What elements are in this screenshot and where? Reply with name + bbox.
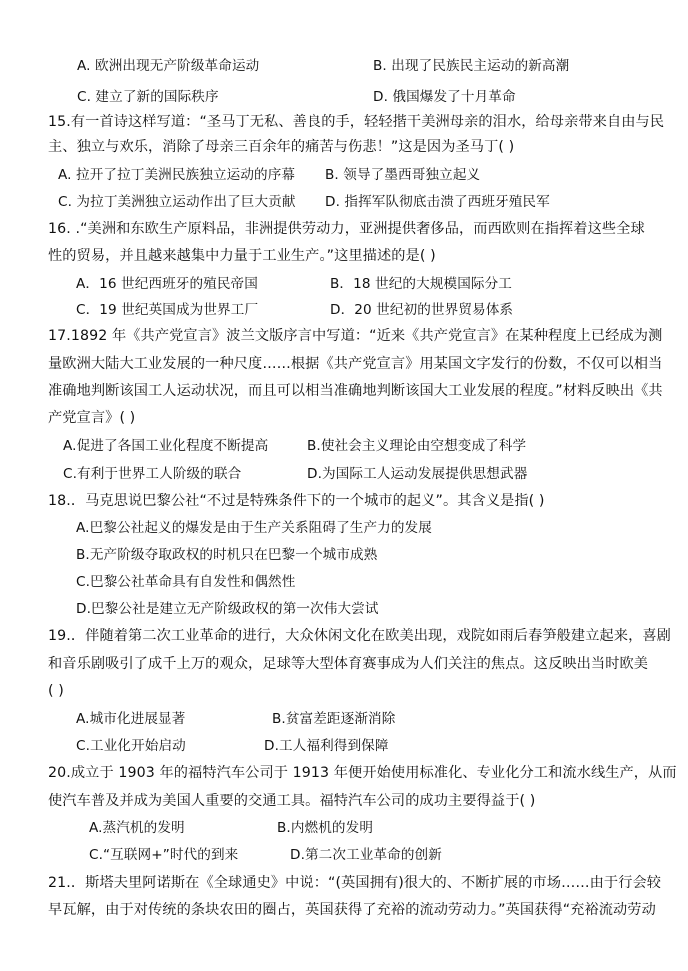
option-d: D.工人福利得到保障	[264, 738, 389, 754]
question-stem-line: 17.1892 年《共产党宣言》波兰文版序言中写道：“近来《共产党宣言》在某种程度上已经成为测	[48, 328, 663, 344]
option-a: A.城市化进展显著	[76, 711, 186, 727]
option-d: D.巴黎公社是建立无产阶级政权的第一次伟大尝试	[76, 601, 379, 617]
option-a: A.蒸汽机的发明	[89, 820, 185, 836]
question-stem-line: 早瓦解，由于对传统的条块农田的圈占，英国获得了充裕的流动劳动力。”英国获得“充裕流动劳动	[48, 902, 656, 918]
option-b: B.使社会主义理论由空想变成了科学	[307, 438, 527, 454]
question-stem-line: 使汽车普及并成为美国人重要的交通工具。福特汽车公司的成功主要得益于( )	[48, 793, 536, 809]
option-a: A. 拉开了拉丁美洲民族独立运动的序幕	[58, 167, 296, 183]
option-b: B. 出现了民族民主运动的新高潮	[373, 58, 570, 74]
option-b: B.无产阶级夺取政权的时机只在巴黎一个城市成熟	[76, 547, 378, 563]
option-d: D.为国际工人运动发展提供思想武器	[307, 466, 528, 482]
option-d: D.第二次工业革命的创新	[290, 847, 442, 863]
option-c: C.有利于世界工人阶级的联合	[63, 466, 242, 482]
question-stem-line: 准确地判断该国工人运动状况，而且可以相当准确地判断该国大工业发展的程度。”材料反映出《共	[48, 383, 663, 399]
option-c: C. 为拉丁美洲独立运动作出了巨大贡献	[58, 194, 296, 210]
option-b: B. 领导了墨西哥独立起义	[325, 167, 481, 183]
option-b: B.内燃机的发明	[277, 820, 374, 836]
question-stem-line: 和音乐剧吸引了成千上万的观众，足球等大型体育赛事成为人们关注的焦点。这反映出当时欧美	[48, 656, 649, 672]
option-d: D. 俄国爆发了十月革命	[373, 89, 516, 105]
question-stem-line: 主、独立与欢乐，消除了母亲三百余年的痛苦与伤悲！”这是因为圣马丁( )	[48, 139, 515, 155]
question-stem-line: 16. .“美洲和东欧生产原料品，非洲提供劳动力，亚洲提供奢侈品，而西欧则在指挥着这些全球	[48, 221, 645, 237]
option-a: A.促进了各国工业化程度不断提高	[63, 438, 269, 454]
option-c: C.工业化开始启动	[76, 738, 186, 754]
question-stem-line: 15.有一首诗这样写道：“圣马丁无私、善良的手，轻轻揩干美洲母亲的泪水，给母亲带来自由与民	[48, 114, 665, 130]
option-c: C.巴黎公社革命具有自发性和偶然性	[76, 574, 296, 590]
question-stem-line: 性的贸易，并且越来越集中力量于工业生产。”这里描述的是( )	[48, 248, 436, 264]
question-stem-line: 21.．斯塔夫里阿诺斯在《全球通史》中说：“(英国拥有)很大的、不断扩展的市场……由于行会较	[48, 875, 662, 891]
option-b: B.贫富差距逐渐消除	[272, 711, 396, 727]
question-stem-line: 产党宣言》( )	[48, 410, 136, 426]
question-stem-line: 18.．马克思说巴黎公社“不过是特殊条件下的一个城市的起义”。其含义是指( )	[48, 493, 545, 509]
option-d: D. 指挥军队彻底击溃了西班牙殖民军	[325, 194, 550, 210]
option-c: C.“互联网+”时代的到来	[89, 847, 239, 863]
option-d: D．20 世纪初的世界贸易体系	[330, 302, 514, 318]
option-a: A. 欧洲出现无产阶级革命运动	[77, 58, 260, 74]
question-stem-line: 20.成立于 1903 年的福特汽车公司于 1913 年便开始使用标准化、专业化分工和流水线生产，从而	[48, 765, 677, 781]
option-a: A.巴黎公社起义的爆发是由于生产关系阻碍了生产力的发展	[76, 520, 432, 536]
option-c: C. 建立了新的国际秩序	[77, 89, 219, 105]
question-stem-line: 19.．伴随着第二次工业革命的进行，大众休闲文化在欧美出现，戏院如雨后春笋般建立起来，喜剧	[48, 628, 671, 644]
option-a: A．16 世纪西班牙的殖民帝国	[76, 276, 258, 292]
question-stem-line: 量欧洲大陆大工业发展的一种尺度……根据《共产党宣言》用某国文字发行的份数，不仅可以相当	[48, 356, 663, 372]
question-stem-line: ( )	[48, 683, 64, 699]
option-c: C．19 世纪英国成为世界工厂	[76, 302, 259, 318]
option-b: B．18 世纪的大规模国际分工	[330, 276, 512, 292]
